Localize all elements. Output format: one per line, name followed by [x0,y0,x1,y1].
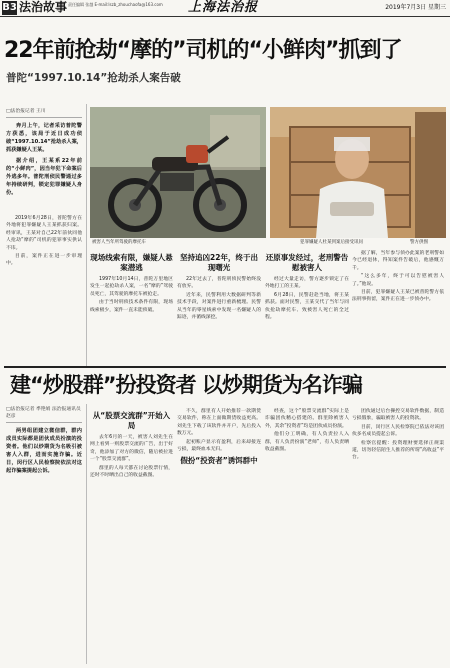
article-1-sidebar-column [6,215,82,365]
article-2-byline: □法治报记者 季艳娟 法治报通讯员 赵彦 [6,406,82,423]
section-subheading: 从“股票交流群”开始入局 [92,411,171,430]
section-subheading: 假扮“投资者”诱饵群中 [180,456,258,466]
body-paragraph: 由于当时刑侦技术条件有限，现场线索极少，案件一直未能侦破。 [90,300,173,313]
article-2-headline: 建“炒股群”扮投资者 以炒期货为名诈骗 [10,373,362,397]
body-paragraph: 近年来，民警利用大数据研判等新技术手段，对案件进行重新梳理。民警从当年的零星线索中发现一名嫌疑人的踪迹，并循线深挖。 [177,292,261,321]
body-paragraph: 经查，这个“股票交流群”实际上是诈骗团伙精心搭建的。群里除被害人外，其余“投资者”均是团伙成员扮演。 [265,409,349,429]
lead-paragraph: 奔月上午，记者采访普陀警方获悉，该局于近日成功侦破“1997.10.14”抢劫杀人案，抓获嫌疑人王某。 [6,123,82,153]
article-1-headline: 22年前抢劫“摩的”司机的“小鲜肉”抓到了 [4,38,402,63]
article-1-subhead: 普陀“1997.10.14”抢劫杀人案告破 [6,72,181,84]
article-1-lead-box [6,108,82,200]
article-divider [4,366,446,368]
body-paragraph: 经过大量走访，警方逐步锁定了在外地打工的王某。 [265,277,349,290]
photo-credit: 警方供图 [410,240,428,245]
article-2-column-1 [90,408,173,663]
article-1-column-3 [265,250,349,365]
body-paragraph: 团伙通过后台操控交易软件数据，制造亏损假象，骗取被害人的投资款。 [352,409,444,422]
suspect-illustration [270,107,446,238]
article-2-lead-box [6,406,82,478]
motorcycle-photo [90,107,266,238]
article-2-column-2 [177,408,261,663]
body-paragraph: 群里的人每天都在讨论股票行情，还时不时晒出自己的收益截图。 [90,465,173,479]
column-divider [86,104,87,366]
section-subheading: 现场线索有限，嫌疑人悬案潜逃 [90,253,173,272]
photo-2-caption: 犯罪嫌疑人杜某到案后接受讯问 [300,240,363,245]
body-paragraph: 去年6月的一天，被害人刘先生在网上看到一则股票交流的广告，出于好奇，他添加了对方的微信，随后被拉进一个“股票交流群”。 [90,435,173,463]
article-1-column-2 [177,250,261,365]
article-2-lead [6,427,82,475]
newspaper-masthead: 上海法治报 [188,0,259,15]
article-2-column-4 [352,408,444,663]
page-number: B3 [2,2,17,13]
body-paragraph: 目前，闵行区人民检察院已依法对该团伙多名成员提起公诉。 [352,424,444,438]
body-paragraph: 22年过去了，普陀刑侦民警始终没有放弃。 [177,277,261,290]
motorcycle-illustration [90,107,266,238]
issue-date: 2019年7月3日 星期三 [385,4,446,11]
section-subheading: 坚持追凶22年，终于出现曙光 [180,253,258,272]
body-paragraph: 2019年6月28日，普陀警方在外地将犯罪嫌疑人王某抓获归案。经审讯，王某对自己22年前伙同他人抢劫“摩的”司机的犯罪事实供认不讳。 [6,216,82,251]
suspect-photo [270,107,446,238]
body-paragraph: 不久，群里有人开始推荐一款期货交易软件，称在上面做期货收益更高。刘先生下载了该软件并开户，先后投入数万元。 [177,409,261,437]
body-paragraph: 据了解，当年参与侦办此案的老刑警如今已经退休，得知案件告破后，他感慨万千。 [352,251,444,271]
section-title: 法治故事 [19,0,68,14]
lead-paragraph: 据介绍，王某系22年前的“小鲜肉”，因当年犯下命案后外逃多年。普陀刑侦民警通过多年持续研判，锁定犯罪嫌疑人身份。 [6,158,82,196]
photo-1-caption: 被害人当年所驾驶的摩托车 [92,240,146,245]
body-paragraph: 1997年10月14日，普陀万里地区发生一起抢劫杀人案，一名“摩的”驾驶员死亡，其驾驶的摩托车被抢走。 [90,277,173,297]
body-paragraph: 目前，犯罪嫌疑人王某已被普陀警方依法刑事拘留，案件正在进一步侦办中。 [352,290,444,303]
body-paragraph: “这么多年，终于可以告慰被害人了。”他说。 [352,274,444,287]
lead-paragraph: 两男组团建立微信群，群内成员实际都是团伙成员扮演的投资者。他们以炒期货为名吸引被害人入群，进而实施诈骗。近日，闵行区人民检察院依法对这起诈骗案提起公诉。 [6,428,82,474]
article-2-column-3 [265,408,349,663]
page-header [0,0,450,17]
section-subheading: 还原事发经过，老刑警告慰被害人 [265,253,349,272]
body-paragraph: 他们分工明确，有人负责拉人入群，有人负责扮演“老师”，有人负责晒收益截图。 [265,432,349,453]
body-paragraph: 6月28日，民警赶赴当地，将王某抓获。面对民警，王某交代了当年与同伙抢劫摩托车、致被害人死亡的全过程。 [265,292,349,321]
article-1-column-1 [90,250,173,365]
column-divider [86,404,87,664]
body-paragraph: 目前，案件正在进一步审理中。 [6,254,82,267]
article-1-column-4 [352,250,444,365]
article-1-byline: □法治报记者 王川 [6,108,82,118]
article-1-lead [6,122,82,197]
body-paragraph: 检察官提醒：投资理财要选择正规渠道，切勿轻信陌生人推荐的所谓“高收益”平台。 [352,440,444,461]
editor-credit: 责任编辑 张越 E-mail:lszb_zhouchaofa@163.com [68,2,163,7]
body-paragraph: 起初账户显示有盈利，后来却接连亏损，最终血本无归。 [177,439,261,453]
